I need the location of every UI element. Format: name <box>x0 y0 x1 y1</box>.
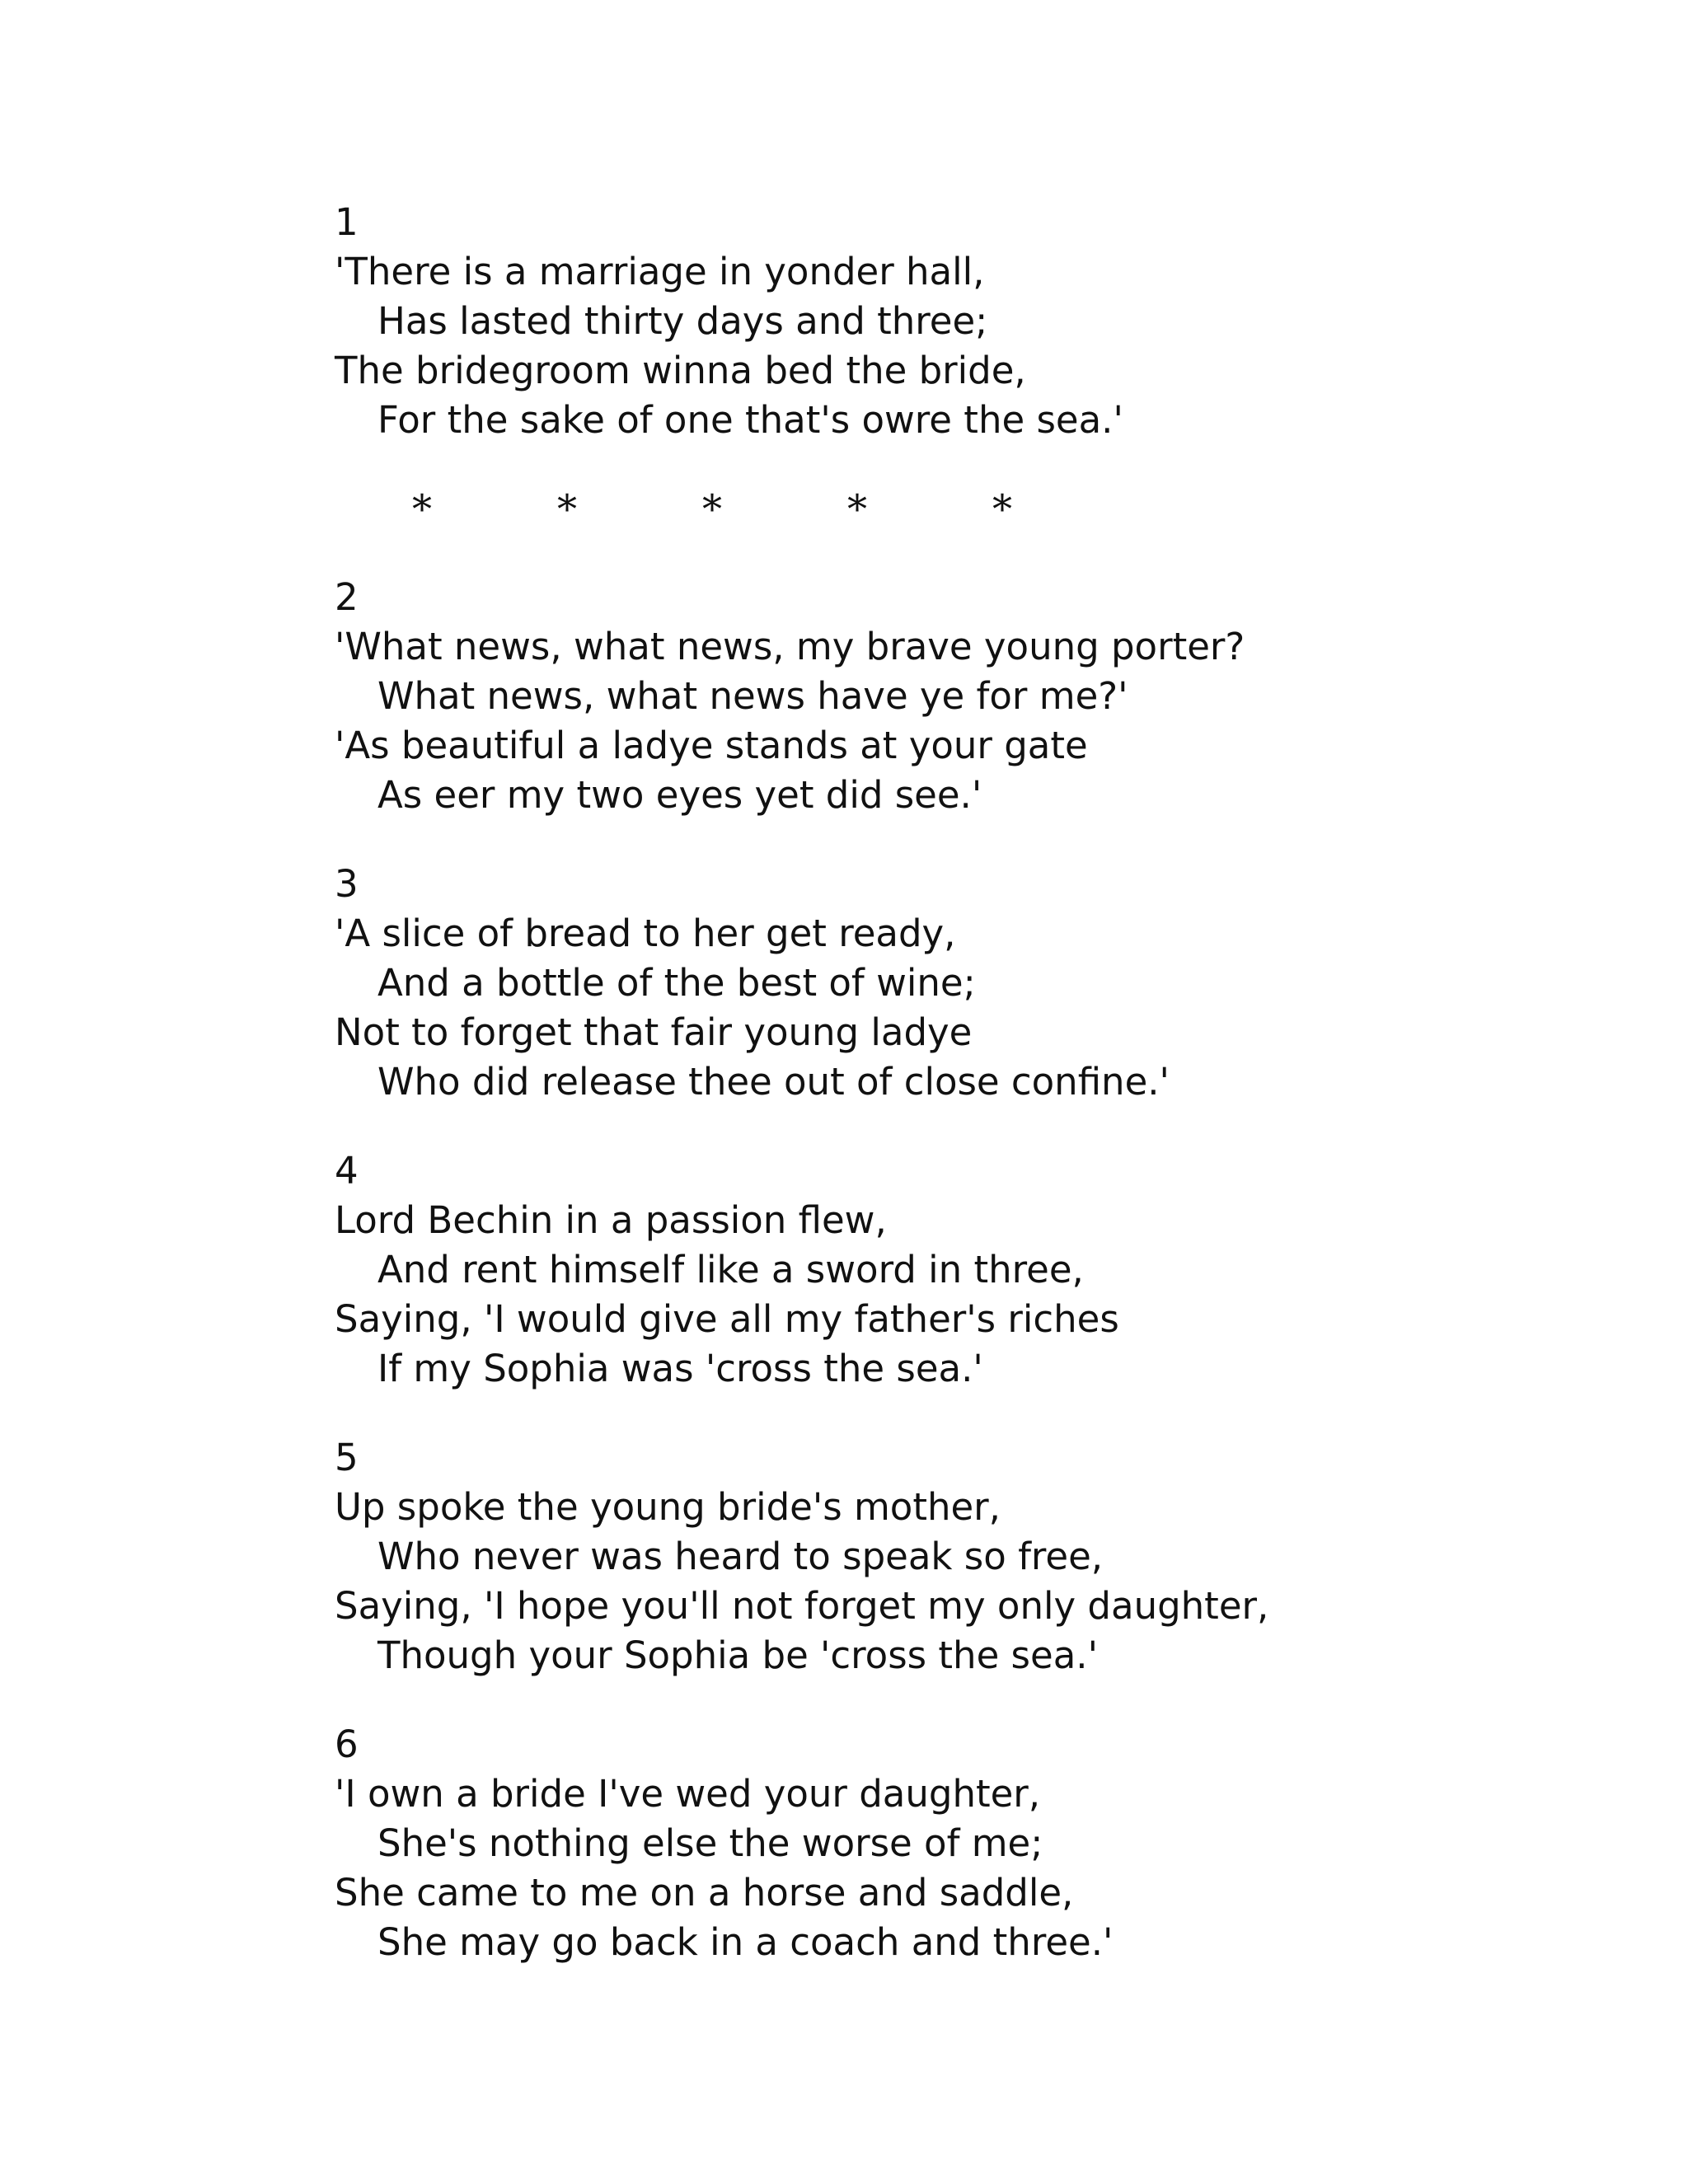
separator-asterisk: * <box>412 486 432 532</box>
stanza-5 <box>335 1433 1406 1680</box>
stanza-3 <box>335 860 1406 1107</box>
verse-line: If my Sophia was 'cross the sea.' <box>377 1347 983 1390</box>
verse-line: 'As beautiful a ladye stands at your gate <box>335 724 1088 767</box>
verse-line: She may go back in a coach and three.' <box>377 1920 1114 1964</box>
verse-line: Up spoke the young bride's mother, <box>335 1485 1001 1529</box>
stanza-4 <box>335 1146 1406 1394</box>
verse-line: And rent himself like a sword in three, <box>377 1248 1084 1291</box>
stanza-6 <box>335 1720 1406 1967</box>
verse-line: 'I own a bride I've wed your daughter, <box>335 1772 1041 1816</box>
verse-line: The bridegroom winna bed the bride, <box>335 349 1026 392</box>
verse-line: 'What news, what news, my brave young porter? <box>335 625 1245 668</box>
verse-line: Lord Bechin in a passion flew, <box>335 1198 887 1242</box>
verse-line: Has lasted thirty days and three; <box>377 299 988 343</box>
verse-line: 'A slice of bread to her get ready, <box>335 912 956 955</box>
verse-line: What news, what news have ye for me?' <box>377 674 1128 718</box>
stanza-number: 1 <box>335 200 359 244</box>
stanza-number: 2 <box>335 575 359 619</box>
verse-line: She's nothing else the worse of me; <box>377 1821 1043 1865</box>
verse-line: She came to me on a horse and saddle, <box>335 1871 1074 1915</box>
stanza-number: 3 <box>335 862 359 906</box>
verse-line: Who never was heard to speak so free, <box>377 1535 1104 1578</box>
separator-asterisk: * <box>557 486 577 532</box>
stanza-2 <box>335 573 1406 820</box>
verse-line: For the sake of one that's owre the sea.' <box>377 398 1123 442</box>
stanza-1 <box>335 198 1406 445</box>
verse-line: Though your Sophia be 'cross the sea.' <box>377 1633 1098 1677</box>
stanza-number: 4 <box>335 1149 359 1193</box>
separator-asterisk: * <box>847 486 867 532</box>
verse-line: 'There is a marriage in yonder hall, <box>335 250 985 293</box>
stanza-number: 6 <box>335 1722 359 1766</box>
verse-line: And a bottle of the best of wine; <box>377 961 976 1005</box>
verse-line: Saying, 'I hope you'll not forget my only daughter, <box>335 1584 1269 1628</box>
verse-line: As eer my two eyes yet did see.' <box>377 773 982 817</box>
separator-asterisk: * <box>702 486 722 532</box>
separator-asterisk: * <box>992 486 1012 532</box>
verse-line: Who did release thee out of close confine.' <box>377 1060 1170 1104</box>
verse-line: Saying, 'I would give all my father's riches <box>335 1297 1119 1341</box>
stanza-number: 5 <box>335 1436 359 1479</box>
verse-line: Not to forget that fair young ladye <box>335 1010 973 1054</box>
